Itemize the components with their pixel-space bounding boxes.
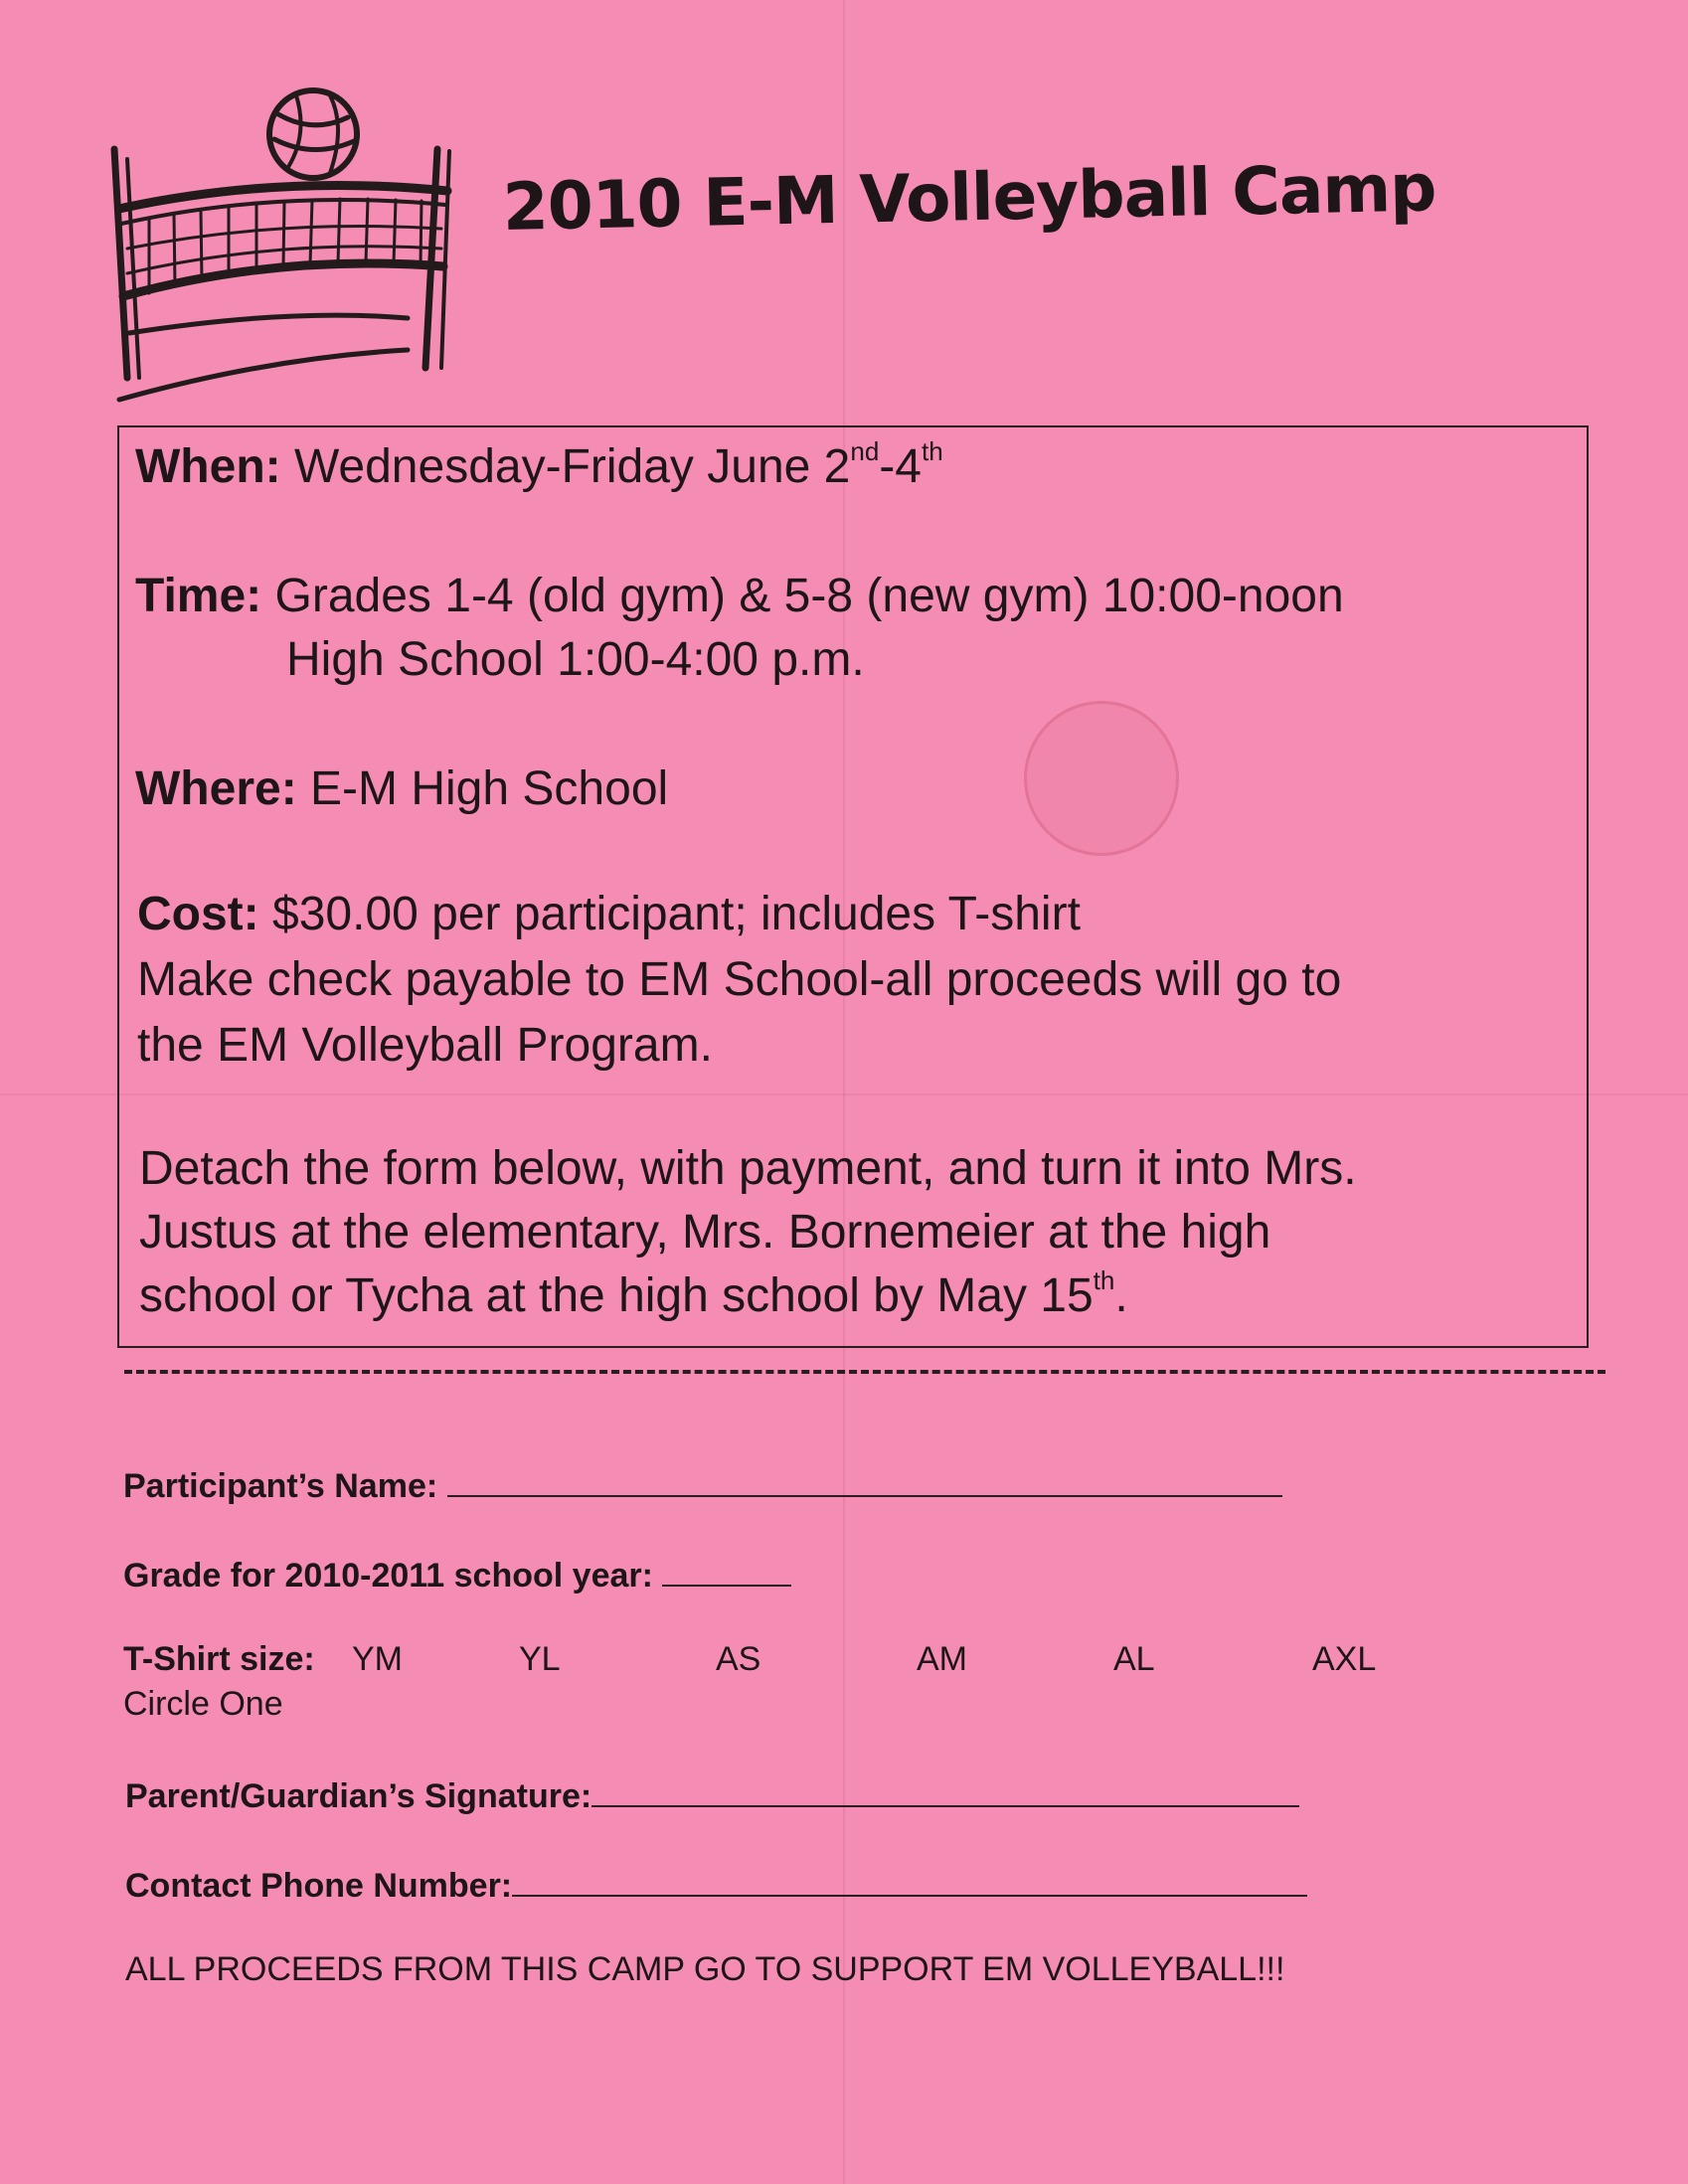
detach-text: school or Tycha at the high school by May 15	[139, 1269, 1094, 1322]
when-sup-th: th	[921, 436, 943, 466]
cost-line	[137, 887, 1081, 941]
time-line-2: High School 1:00-4:00 p.m.	[286, 633, 865, 686]
cost-text: $30.00 per participant; includes T-shirt	[272, 888, 1081, 940]
detach-line-2: Justus at the elementary, Mrs. Bornemeier at the high	[139, 1206, 1271, 1259]
volleyball-net-icon	[109, 80, 477, 408]
time-text: Grades 1-4 (old gym) & 5-8 (new gym) 10:00-noon	[274, 570, 1344, 622]
tshirt-size-label: T-Shirt size:	[123, 1640, 315, 1678]
size-option-yl[interactable]: YL	[519, 1640, 561, 1678]
detach-line-3	[139, 1265, 1128, 1323]
cut-line	[124, 1370, 1605, 1374]
size-option-as[interactable]: AS	[716, 1640, 761, 1678]
when-line	[135, 436, 943, 494]
size-option-al[interactable]: AL	[1113, 1640, 1155, 1678]
signature-row	[125, 1771, 1299, 1816]
where-label: Where:	[135, 762, 297, 815]
cost-line-3: the EM Volleyball Program.	[137, 1019, 713, 1072]
when-dash: -4	[879, 440, 922, 493]
where-text: E-M High School	[310, 762, 669, 815]
size-option-am[interactable]: AM	[917, 1640, 967, 1678]
cost-line-2: Make check payable to EM School-all proceeds will go to	[137, 953, 1342, 1006]
phone-row	[125, 1861, 1307, 1906]
grade-field[interactable]	[662, 1551, 791, 1587]
phone-field[interactable]	[512, 1861, 1307, 1897]
footer-note: ALL PROCEEDS FROM THIS CAMP GO TO SUPPORT EM VOLLEYBALL!!!	[125, 1950, 1285, 1988]
participant-name-field[interactable]	[447, 1461, 1282, 1497]
phone-label: Contact Phone Number:	[125, 1867, 513, 1905]
grade-row	[123, 1551, 791, 1596]
size-option-ym[interactable]: YM	[352, 1640, 403, 1678]
signature-label: Parent/Guardian’s Signature:	[125, 1777, 592, 1815]
when-sup-nd: nd	[850, 436, 880, 466]
detach-sup-th: th	[1093, 1265, 1115, 1295]
where-line	[135, 761, 668, 816]
time-line	[135, 569, 1344, 623]
size-option-axl[interactable]: AXL	[1312, 1640, 1377, 1678]
grade-label: Grade for 2010-2011 school year:	[123, 1557, 653, 1595]
cost-label: Cost:	[137, 888, 259, 940]
when-label: When:	[135, 440, 281, 493]
time-label: Time:	[135, 570, 262, 622]
circle-one-note: Circle One	[123, 1685, 283, 1723]
when-text: Wednesday-Friday June 2	[293, 440, 851, 493]
detach-line-1: Detach the form below, with payment, and turn it into Mrs.	[139, 1142, 1357, 1195]
detach-end: .	[1114, 1269, 1128, 1322]
signature-field[interactable]	[591, 1771, 1299, 1807]
page-title: 2010 E-M Volleyball Camp	[502, 149, 1437, 246]
participant-name-row	[123, 1461, 1282, 1506]
tshirt-size-row	[123, 1640, 315, 1679]
participant-name-label: Participant’s Name:	[123, 1467, 438, 1505]
